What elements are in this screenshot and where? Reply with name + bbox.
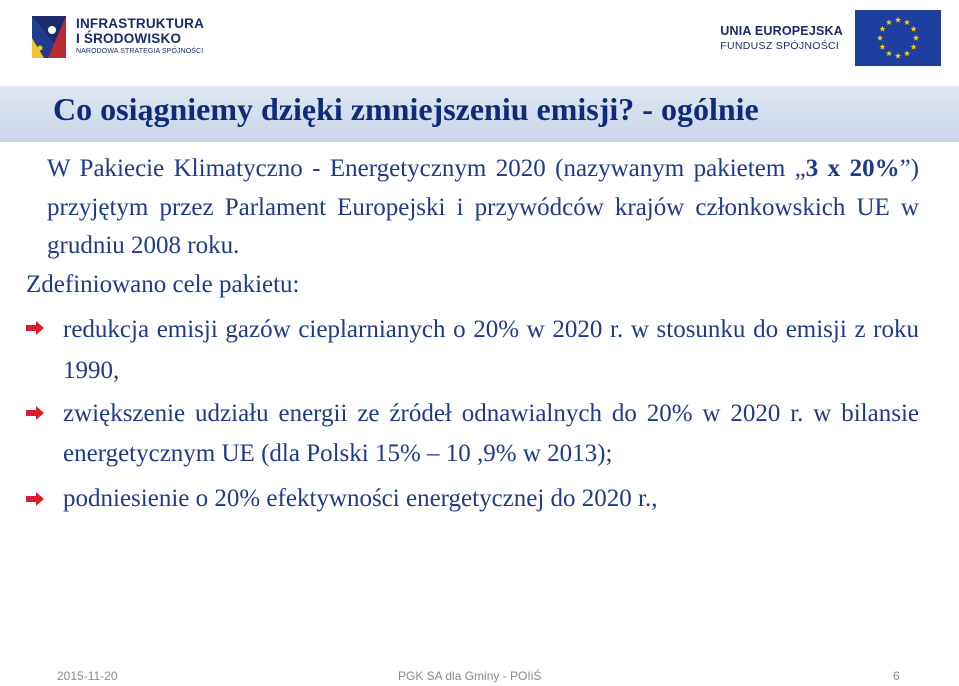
bullet-text: redukcja emisji gazów cieplarnianych o 20% w 2020 r. w stosunku do emisji z roku 1990, xyxy=(63,316,919,384)
eu-logo xyxy=(711,10,941,66)
infrastruktura-logo xyxy=(26,12,205,64)
bullet-item xyxy=(26,480,919,519)
intro-bold: 3 x 20% xyxy=(805,155,900,182)
intro-part2: ”) przyjętym przez Parlament Europejski i przywódców krajów członkowskich UE w grudniu 2008 roku. xyxy=(47,155,919,259)
arrow-bullet-icon xyxy=(26,406,44,420)
bullet-text: zwiększenie udziału energii ze źródeł odnawialnych do 20% w 2020 r. w bilansie energetycznym UE (dla Polski 15% – 10 ,9% w 2013); xyxy=(63,400,919,467)
bullet-item xyxy=(26,394,919,474)
eu-flag-icon xyxy=(855,10,941,66)
logo-right-line1: UNIA EUROPEJSKA xyxy=(720,24,843,38)
arrow-bullet-icon xyxy=(26,321,44,335)
slide-body xyxy=(26,150,919,519)
footer-center: PGK SA dla Gminy - POIiŚ xyxy=(398,669,542,683)
bullet-item xyxy=(26,309,919,391)
intro-paragraph xyxy=(26,150,919,266)
slide-title: Co osiągniemy dzięki zmniejszeniu emisji? - ogólnie xyxy=(53,91,759,127)
arrow-bullet-icon xyxy=(26,492,44,506)
footer-date: 2015-11-20 xyxy=(57,669,118,683)
footer-page-number: 6 xyxy=(893,669,900,683)
logo-left-line3: NARODOWA STRATEGIA SPÓJNOŚCI xyxy=(76,48,204,55)
logo-right-line2: FUNDUSZ SPÓJNOŚCI xyxy=(720,40,840,52)
logo-left-line2: I ŚRODOWISKO xyxy=(76,31,182,46)
intro-part1: W Pakiecie Klimatyczno - Energetycznym 2020 (nazywanym pakietem „ xyxy=(47,155,806,182)
infrastruktura-logo-icon xyxy=(26,12,72,62)
logo-left-line1: INFRASTRUKTURA xyxy=(76,16,205,31)
bullet-text: podniesienie o 20% efektywności energetycznej do 2020 r., xyxy=(63,485,658,512)
goals-intro: Zdefiniowano cele pakietu: xyxy=(26,270,300,298)
